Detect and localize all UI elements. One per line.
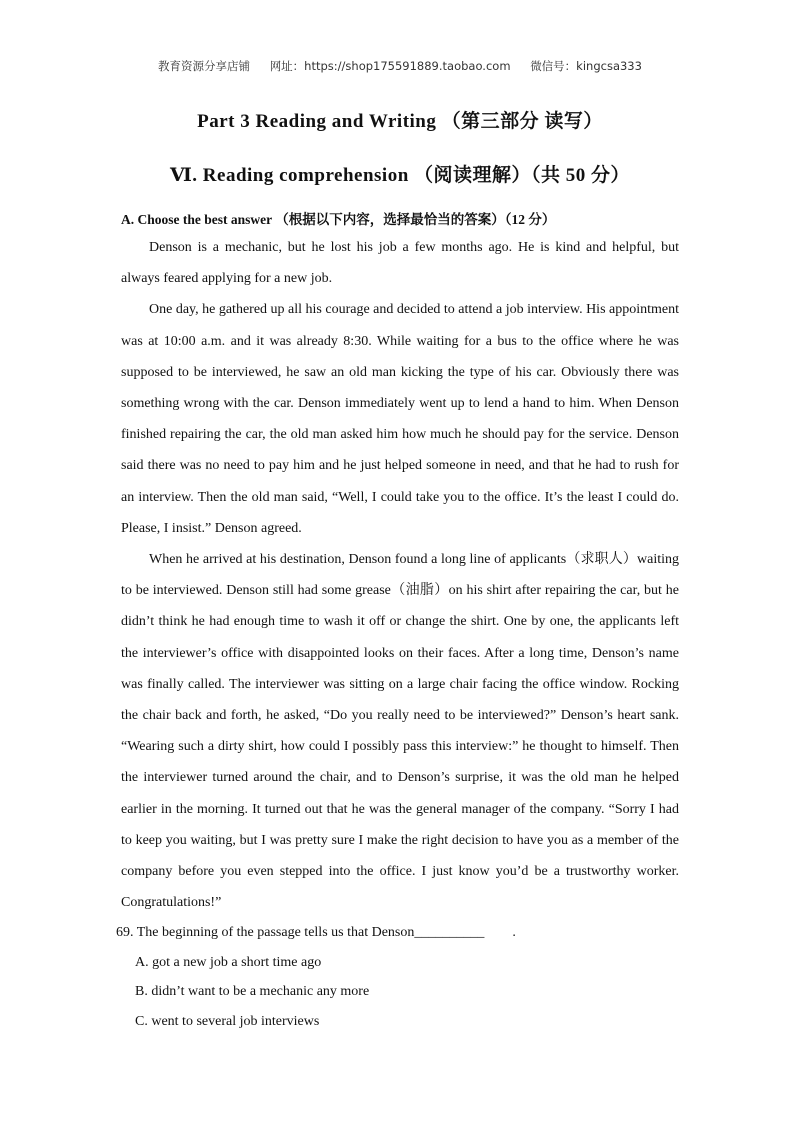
question-option-b: B. didn’t want to be a mechanic any more <box>135 984 370 999</box>
question-option-a: A. got a new job a short time ago <box>135 954 322 970</box>
passage-paragraph-2: One day, he gathered up all his courage and decided to attend a job interview. His appointment was at 10:00 a.m. and it was already 8:30. While waiting for a bus to the office where he was supposed to be interviewed, he saw an old man kicking the type of his car. Obviously there was something wrong with the car. Denson immediately went up to lend a hand to him. When Denson finished repairing the car, the old man asked him how much he should pay for the service. Denson said there was no need to pay him and he just helped someone in need, and that he had to rush for an interview. Then the old man said, “Well, I could take you to the office. It’s the least I could do. Please, I insist.” Denson agreed. <box>121 302 680 536</box>
header-url: 网址：https://shop175591889.taobao.com <box>269 59 511 73</box>
header-shop-name: 教育资源分享店铺 <box>158 59 251 73</box>
passage-paragraph-3: When he arrived at his destination, Denson found a long line of applicants（求职人）waiting to be interviewed. Denson still had some grease（油脂）on his shirt after repairing the car, but he didn’t think he had enough time to wash it off or change the shirt. One by one, the applicants left the interviewer’s office with disappointed looks on their faces. After a long time, Denson’s name was finally called. The interviewer was sitting on a large chair facing the office window. Rocking the chair back and forth, he asked, “Do you really need to be interviewed?” Denson’s heart sank. “Wearing such a dirty shirt, how could I possibly pass this interview:” he thought to himself. Then the interviewer turned around the chair, and to Denson’s surprise, it was the old man he helped earlier in the morning. It turned out that he was the general manager of the company. “Sorry I had to keep you waiting, but I was pretty sure I make the right decision to have you as a member of the company before you even stepped into the office. I just know you’d be a trustworthy worker. Congratulations!” <box>121 552 679 911</box>
question-stem: 69. The beginning of the passage tells us that Denson__________ . <box>116 925 516 940</box>
question-option-c: C. went to several job interviews <box>135 1013 320 1029</box>
subsection-heading: A. Choose the best answer （根据以下内容，选择最恰当的答案）（12 分） <box>121 212 556 227</box>
header-wechat: 微信号：kingcsa333 <box>530 59 642 73</box>
section-title: Ⅵ. Reading comprehension （阅读理解）（共 50 分） <box>169 165 631 186</box>
question-69 <box>116 918 676 1036</box>
passage-paragraph-1: Denson is a mechanic, but he lost his job a few months ago. He is kind and helpful, but always feared applying for a new job. <box>121 240 679 287</box>
reading-passage <box>121 232 679 918</box>
page-header <box>0 58 800 74</box>
part-title: Part 3 Reading and Writing （第三部分 读写） <box>197 111 603 132</box>
